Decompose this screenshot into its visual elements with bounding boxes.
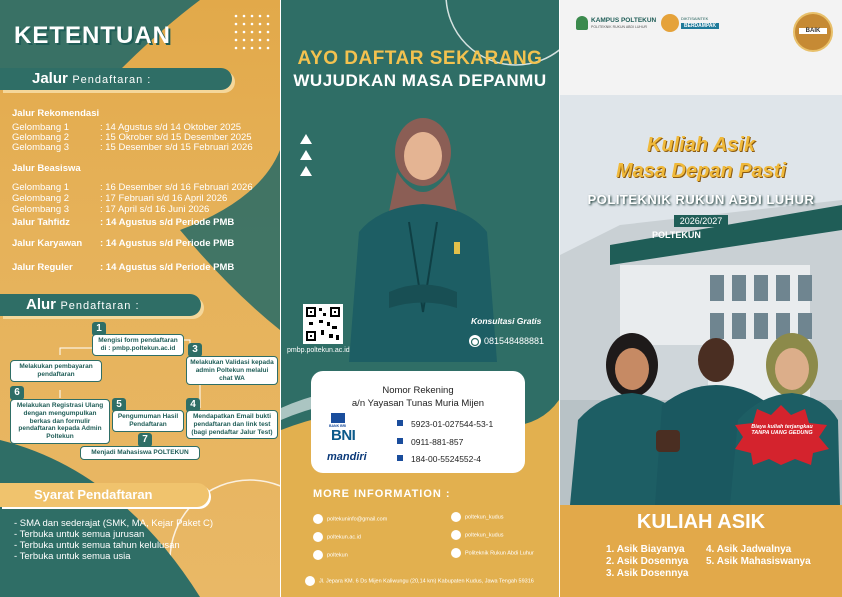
row-value: : 15 Desember s/d 15 Februari 2026: [100, 142, 253, 153]
account-number: 0911-881-857: [411, 437, 464, 447]
step-6-box: Melakukan Registrasi Ulang dengan mengumpulkan berkas dan formulir pendaftaran kepada Admin Poltekun: [10, 399, 110, 444]
row-value: : 14 Agustus s/d Periode PMB: [100, 238, 235, 249]
konsultasi-label: Konsultasi Gratis: [471, 316, 542, 326]
row-value: : 14 Agustus s/d 14 Oktober 2025: [100, 122, 242, 133]
step-1-number: 1: [92, 322, 106, 336]
mandiri-logo: mandiri: [327, 451, 367, 463]
contact-text: poltekun_kudus: [465, 532, 504, 539]
rekening-owner: a/n Yayasan Tunas Muria Mijen: [351, 398, 485, 409]
contact-tiktok[interactable]: [451, 530, 504, 540]
jalur-heading-bold: Jalur: [32, 70, 68, 87]
step-6-number: 6: [10, 386, 24, 400]
step-5-box: Pengumuman Hasil Pendaftaran: [112, 410, 184, 432]
bullet-icon: [397, 455, 403, 461]
step-4-box: Mendapatkan Email bukti pendaftaran dan link test (bagi pendaftar Jalur Test): [186, 410, 278, 439]
requirement-item: - Terbuka untuk semua usia: [14, 551, 131, 562]
facebook-icon: [313, 550, 323, 560]
row-value: : 15 Okrober s/d 15 Desember 2025: [100, 132, 252, 143]
year-row: [560, 211, 842, 229]
asik-item: 1. Asik Biayanya: [606, 544, 685, 555]
step-3-number: 3: [188, 343, 202, 357]
contact-text: Politeknik Rukun Abdi Luhur: [465, 550, 534, 557]
requirement-item: - SMA dan sederajat (SMK, MA, Kejar Paket C): [14, 518, 214, 529]
alur-heading: [0, 294, 201, 316]
row-label: Gelombang 1: [12, 182, 70, 193]
jalur-heading: [0, 68, 232, 90]
kuliah-asik-title: KULIAH ASIK: [636, 511, 766, 533]
contact-email[interactable]: [313, 514, 387, 524]
panel-daftar: [281, 0, 559, 597]
address-text: Jl. Jepara KM. 6 Ds Mijen Kaliwungu (20,14 km) Kabupaten Kudus, Jawa Tengah 59316: [319, 578, 534, 585]
poltekun-logo-icon: [576, 16, 588, 30]
bullet-icon: [397, 438, 403, 444]
youtube-icon: [451, 548, 461, 558]
more-info-heading: MORE INFORMATION :: [313, 488, 451, 500]
rekening-card: [311, 371, 525, 473]
row-value: : 16 Desember s/d 16 Februari 2026: [100, 182, 253, 193]
panel-ketentuan: [0, 0, 280, 597]
row-label: Gelombang 3: [12, 204, 70, 215]
alur-heading-bold: Alur: [26, 296, 56, 313]
address: [305, 576, 555, 586]
phone-number[interactable]: 081548488881: [484, 336, 545, 346]
headline-masa-depan: WUJUDKAN MASA DEPANMU: [293, 71, 547, 90]
bri-logo-text: BANK BRI: [329, 424, 347, 428]
qr-code-icon[interactable]: [303, 304, 343, 344]
step-4-number: 4: [186, 398, 200, 412]
email-icon: [313, 514, 323, 524]
step-3-box: Melakukan Validasi kepada admin Poltekun melalui chat WA: [186, 356, 278, 385]
step-5-number: 5: [112, 398, 126, 412]
contact-instagram[interactable]: [451, 512, 504, 522]
rekomendasi-title: Jalur Rekomendasi: [12, 108, 100, 119]
promo-text: Biaya kuliah terjangkau TANPA UANG GEDUNG: [751, 424, 813, 436]
contact-website[interactable]: [313, 532, 361, 542]
bni-logo: BNI: [331, 427, 356, 444]
akreditasi-label: BAIK: [799, 28, 827, 34]
beasiswa-title: Jalur Beasiswa: [12, 163, 81, 174]
step-1-box: Mengisi form pendaftaran di : pmbp.poltekun.ac.id: [92, 334, 184, 356]
row-label: Jalur Karyawan: [12, 238, 83, 249]
row-label: Gelombang 2: [12, 193, 70, 204]
account-number: 5923-01-027544-53-1: [411, 419, 494, 429]
row-label: Jalur Reguler: [12, 262, 73, 273]
bri-logo-icon: [331, 413, 345, 423]
jalur-heading-rest: Pendaftaran :: [72, 74, 152, 86]
row-value: : 17 Februari s/d 16 April 2026: [100, 193, 228, 204]
asik-item: 5. Asik Mahasiswanya: [706, 556, 811, 567]
reguler-row: [12, 262, 272, 273]
rekening-title: Nomor Rekening: [382, 385, 454, 396]
step-7-number: 7: [138, 433, 152, 447]
akreditasi-badge: [793, 12, 833, 52]
syarat-heading: Syarat Pendaftaran: [0, 483, 209, 507]
account-number: 184-00-5524552-4: [411, 454, 481, 464]
globe-icon: [313, 532, 323, 542]
headline-daftar: AYO DAFTAR SEKARANG: [297, 48, 543, 69]
row-label: Gelombang 3: [12, 142, 70, 153]
diktisaintek-logo-icon: [661, 14, 679, 32]
beasiswa-row: [12, 193, 272, 204]
asik-item: 2. Asik Dosennya: [606, 556, 689, 567]
contact-text: poltekun.ac.id: [327, 534, 361, 541]
badge2-top: DIKTISAINTEK: [681, 16, 709, 21]
contact-text: poltekun_kudus: [465, 514, 504, 521]
asik-item: 4. Asik Jadwalnya: [706, 544, 792, 555]
instagram-icon: [451, 512, 461, 522]
tahfidz-row: [12, 217, 272, 228]
year-label: 2026/2027: [674, 215, 729, 227]
contact-text: poltekuninfo@gmail.com: [327, 516, 388, 523]
institution-name: POLITEKNIK RUKUN ABDI LUHUR: [587, 192, 815, 207]
badge2-label: BERDAMPAK: [681, 23, 719, 29]
contact-text: poltekun: [327, 552, 348, 559]
row-label: Gelombang 1: [12, 122, 70, 133]
row-value: : 14 Agustus s/d Periode PMB: [100, 217, 235, 228]
row-value: : 17 April s/d 16 Juni 2026: [100, 204, 210, 215]
requirement-item: - Terbuka untuk semua tahun kelulusan: [14, 540, 180, 551]
qr-url[interactable]: pmbp.poltekun.ac.id: [287, 347, 350, 354]
triangle-decor-icon: [299, 132, 313, 182]
building-sign: POLTEKUN: [652, 230, 701, 240]
row-label: Gelombang 2: [12, 132, 70, 143]
panel-kuliah-asik: [560, 0, 842, 597]
contact-youtube[interactable]: [451, 548, 534, 558]
beasiswa-row: [12, 204, 272, 215]
requirement-item: - Terbuka untuk semua jurusan: [14, 529, 145, 540]
logo-subtext: POLITEKNIK RUKUN ABDI LUHUR: [591, 25, 648, 29]
beasiswa-row: [12, 182, 272, 193]
alur-heading-rest: Pendaftaran :: [60, 300, 140, 312]
slogan-kuliah-asik: Kuliah Asik: [646, 134, 756, 156]
step-2-box: Melakukan pembayaran pendaftaran: [10, 360, 102, 382]
ketentuan-title: KETENTUAN: [14, 22, 171, 49]
row-label: Jalur Tahfidz: [12, 217, 70, 228]
location-pin-icon: [305, 576, 315, 586]
slogan-masa-depan: Masa Depan Pasti: [615, 160, 787, 182]
karyawan-row: [12, 238, 272, 249]
whatsapp-icon: [469, 335, 481, 347]
contact-facebook[interactable]: [313, 550, 348, 560]
row-value: : 14 Agustus s/d Periode PMB: [100, 262, 235, 273]
tiktok-icon: [451, 530, 461, 540]
logo-text: KAMPUS POLTEKUN: [591, 17, 657, 24]
rekomendasi-row: [12, 142, 272, 153]
asik-item: 3. Asik Dosennya: [606, 568, 689, 579]
dot-grid-decor: [232, 12, 272, 52]
step-7-box: Menjadi Mahasiswa POLTEKUN: [80, 446, 200, 460]
bullet-icon: [397, 420, 403, 426]
